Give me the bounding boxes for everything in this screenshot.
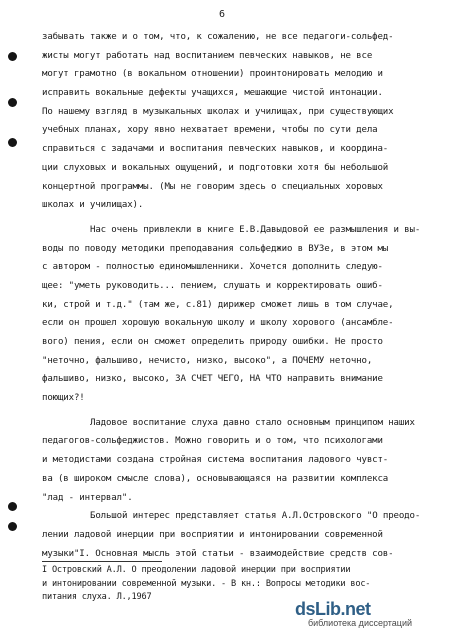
watermark — [293, 599, 446, 629]
text-line: исправить вокальные дефекты учащихся, мешающие чистой интонации. — [42, 88, 383, 99]
punch-hole — [8, 138, 17, 147]
text-line: с автором - полностью единомышленники. Хочется дополнить следую- — [42, 262, 383, 273]
punch-hole — [8, 98, 17, 107]
paragraph — [42, 221, 442, 408]
text-line: поющих?! — [42, 393, 85, 404]
document-body — [42, 28, 442, 563]
text-line: забывать также и о том, что, к сожалению, не все педагоги-сольфед- — [42, 32, 394, 42]
punch-hole — [8, 52, 17, 61]
text-line: могут грамотно (в вокальном отношении) проинтонировать мелодию и — [42, 69, 383, 80]
text-line: воды по поводу методики преподавания сольфеджио в ВУЗе, в этом мы — [42, 243, 389, 254]
text-line: ции слуховых и вокальных ощущений, и подготовки хотя бы небольшой — [42, 162, 389, 173]
text-line: музыки"I. Основная мысль этой статьи - взаимодействие средств сов- — [42, 548, 394, 559]
text-line: Большой интерес представляет статья А.Л.Островского "О преодо- — [90, 511, 421, 522]
paragraph — [42, 507, 442, 563]
text-line: Нас очень привлекли в книге Е.В.Давыдовой ее размышления и вы- — [90, 224, 421, 235]
paragraph — [42, 28, 442, 215]
text-line: жисты могут работать над воспитанием певческих навыков, не все — [42, 50, 373, 61]
footnote-line: и интонировании современной музыки. - В кн.: Вопросы методики вос- — [42, 578, 371, 589]
text-line: педагогов-сольфеджистов. Можно говорить и о том, что психологами — [42, 436, 383, 447]
text-line: "неточно, фальшиво, нечисто, низко, высоко", а ПОЧЕМУ неточно, — [42, 355, 373, 366]
text-line: ва (в широком смысле слова), основывающаяся на развитии комплекса — [42, 473, 389, 484]
footnote-line: I Островский А.Л. О преодолении ладовой инерции при восприятии — [42, 565, 351, 575]
text-line: концертной программы. (Мы не говорим здесь о специальных хоровых — [42, 181, 383, 192]
text-line: "лад - интервал". — [42, 492, 133, 503]
text-line: вого) пения, если он сможет определить природу ошибки. Не просто — [42, 337, 383, 347]
text-line: ки, строй и т.д." (там же, с.81) дирижер сможет лишь в том случае, — [42, 299, 394, 310]
watermark-logo: dsLib.net — [295, 599, 371, 619]
watermark-subtitle: библиотека диссертаций — [308, 618, 413, 628]
text-line: учебных планах, хору явно нехватает времени, чтобы по сути дела — [42, 125, 378, 136]
punch-hole — [8, 502, 17, 511]
text-line: справиться с задачами и воспитания певческих навыков, и координа- — [42, 144, 389, 155]
text-line: лении ладовой инерции при восприятии и интонировании современной — [42, 529, 383, 540]
footnote-line: питания слуха. Л.,1967 — [42, 592, 152, 602]
text-line: фальшиво, низко, высоко, ЗА СЧЕТ ЧЕГО, НА ЧТО направить внимание — [42, 374, 383, 385]
paragraph — [42, 414, 442, 507]
text-line: По нашему взгляд в музыкальных школах и училищах, при существующих — [42, 106, 394, 117]
text-line: школах и училищах). — [42, 200, 144, 211]
punch-hole — [8, 522, 17, 531]
text-line: если он прошел хорошую вокальную школу и школу хорового (ансамбле- — [42, 318, 394, 329]
text-line: Ладовое воспитание слуха давно стало основным принципом наших — [90, 417, 415, 428]
text-line: и методистами создана стройная система воспитания ладового чувст- — [42, 455, 389, 466]
text-line: щее: "уметь руководить... пением, слушать и корректировать ошиб- — [42, 280, 383, 291]
footnote-divider — [42, 561, 162, 562]
page-number: 6 — [219, 9, 226, 20]
